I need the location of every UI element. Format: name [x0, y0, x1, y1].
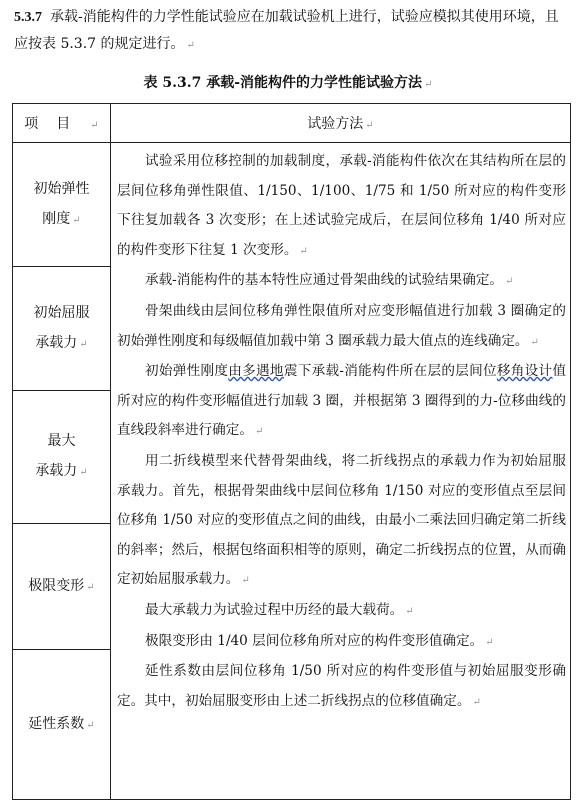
section-text: 承载-消能构件的力学性能试验应在加载试验机上进行，试验应模拟其使用环境，且应按表 5.3.7 的规定进行。	[14, 9, 559, 52]
spellcheck-underline: 移角设计	[496, 363, 553, 380]
header-method	[111, 104, 571, 143]
table-row	[13, 143, 571, 267]
item-label-line2: 承载力 ↵	[35, 463, 88, 479]
paragraph-mark-icon: ↵	[365, 120, 374, 131]
table-caption-text: 表 5.3.7 承载-消能构件的力学性能试验方法	[143, 75, 423, 91]
item-cell-initial-stiffness	[13, 143, 111, 267]
intro-paragraph	[14, 4, 570, 59]
header-item-label: 项目	[24, 116, 89, 132]
method-paragraph-3: 骨架曲线由层间位移角弹性限值所对应变形幅值进行加载 3 圈确定的初始弹性刚度和每级幅值加载中第 3 圈承载力最大值点的连线确定。 ↵	[117, 302, 566, 349]
paragraph-mark-icon: ↵	[90, 120, 99, 131]
item-label-line2: 刚度 ↵	[42, 210, 81, 227]
item-cell-ductility	[13, 650, 111, 800]
method-paragraph-5: 用二折线模型来代替骨架曲线，将二折线拐点的承载力作为初始屈服承载力。首先，根据骨架曲线中层间位移角 1/150 对应的变形值点至层间位移角 1/50 对应的变形值点之间的曲线，由最小二乘法回归确定第二折线的斜率；然后，根据包络面积相等的原则，确定二折线拐点的位置，从而确定初始屈服承载力。 ↵	[117, 452, 566, 588]
item-label-line1: 最大	[47, 433, 76, 449]
section-number: 5.3.7	[14, 10, 42, 25]
item-label-line1: 初始屈服	[33, 304, 90, 321]
header-item	[13, 104, 111, 143]
method-paragraph-2: 承载-消能构件的基本特性应通过骨架曲线的试验结果确定。 ↵	[145, 272, 514, 289]
item-label-line2: 承载力 ↵	[35, 334, 88, 351]
method-paragraph-8: 延性系数由层间位移角 1/50 所对应的构件变形值与初始屈服变形确定。其中，初始屈服变形由上述二折线拐点的位移值确定。 ↵	[117, 663, 566, 709]
method-paragraph-4: 初始弹性刚度由多遇地震下承载-消能构件所在层的层间位移角设计值所对应的构件变形幅值进行加载 3 圈，并根据第 3 圈得到的力-位移曲线的直线段斜率进行确定。 ↵	[117, 363, 567, 439]
item-cell-initial-yield	[13, 267, 111, 391]
paragraph-mark-icon: ↵	[424, 79, 433, 90]
item-cell-max-capacity	[13, 391, 111, 524]
item-label-line1: 极限变形 ↵	[28, 577, 95, 594]
method-paragraph-7: 极限变形由 1/40 层间位移角所对应的构件变形值确定。 ↵	[145, 632, 494, 649]
test-method-table	[12, 103, 571, 800]
item-label-line1: 初始弹性	[33, 180, 90, 197]
method-paragraph-6: 最大承载力为试验过程中历经的最大载荷。 ↵	[145, 601, 414, 618]
item-label-line1: 延性系数 ↵	[28, 715, 95, 732]
header-method-label: 试验方法	[307, 116, 364, 132]
spellcheck-underline: 由多遇地	[228, 363, 284, 380]
table-header-row	[13, 104, 571, 143]
method-paragraph-1: 试验采用位移控制的加载制度，承载-消能构件依次在其结构所在层的层间位移角弹性限值、1/150、1/100、1/75 和 1/50 所对应的构件变形下往复加载各 3 次变形；在上述试验完成后，在层间位移角 1/40 所对应的构件变形下往复 1 次变形。 ↵	[117, 153, 566, 258]
table-caption	[0, 72, 576, 92]
item-cell-ultimate-deformation	[13, 524, 111, 650]
method-cell	[111, 143, 571, 800]
paragraph-mark-icon: ↵	[186, 40, 195, 51]
